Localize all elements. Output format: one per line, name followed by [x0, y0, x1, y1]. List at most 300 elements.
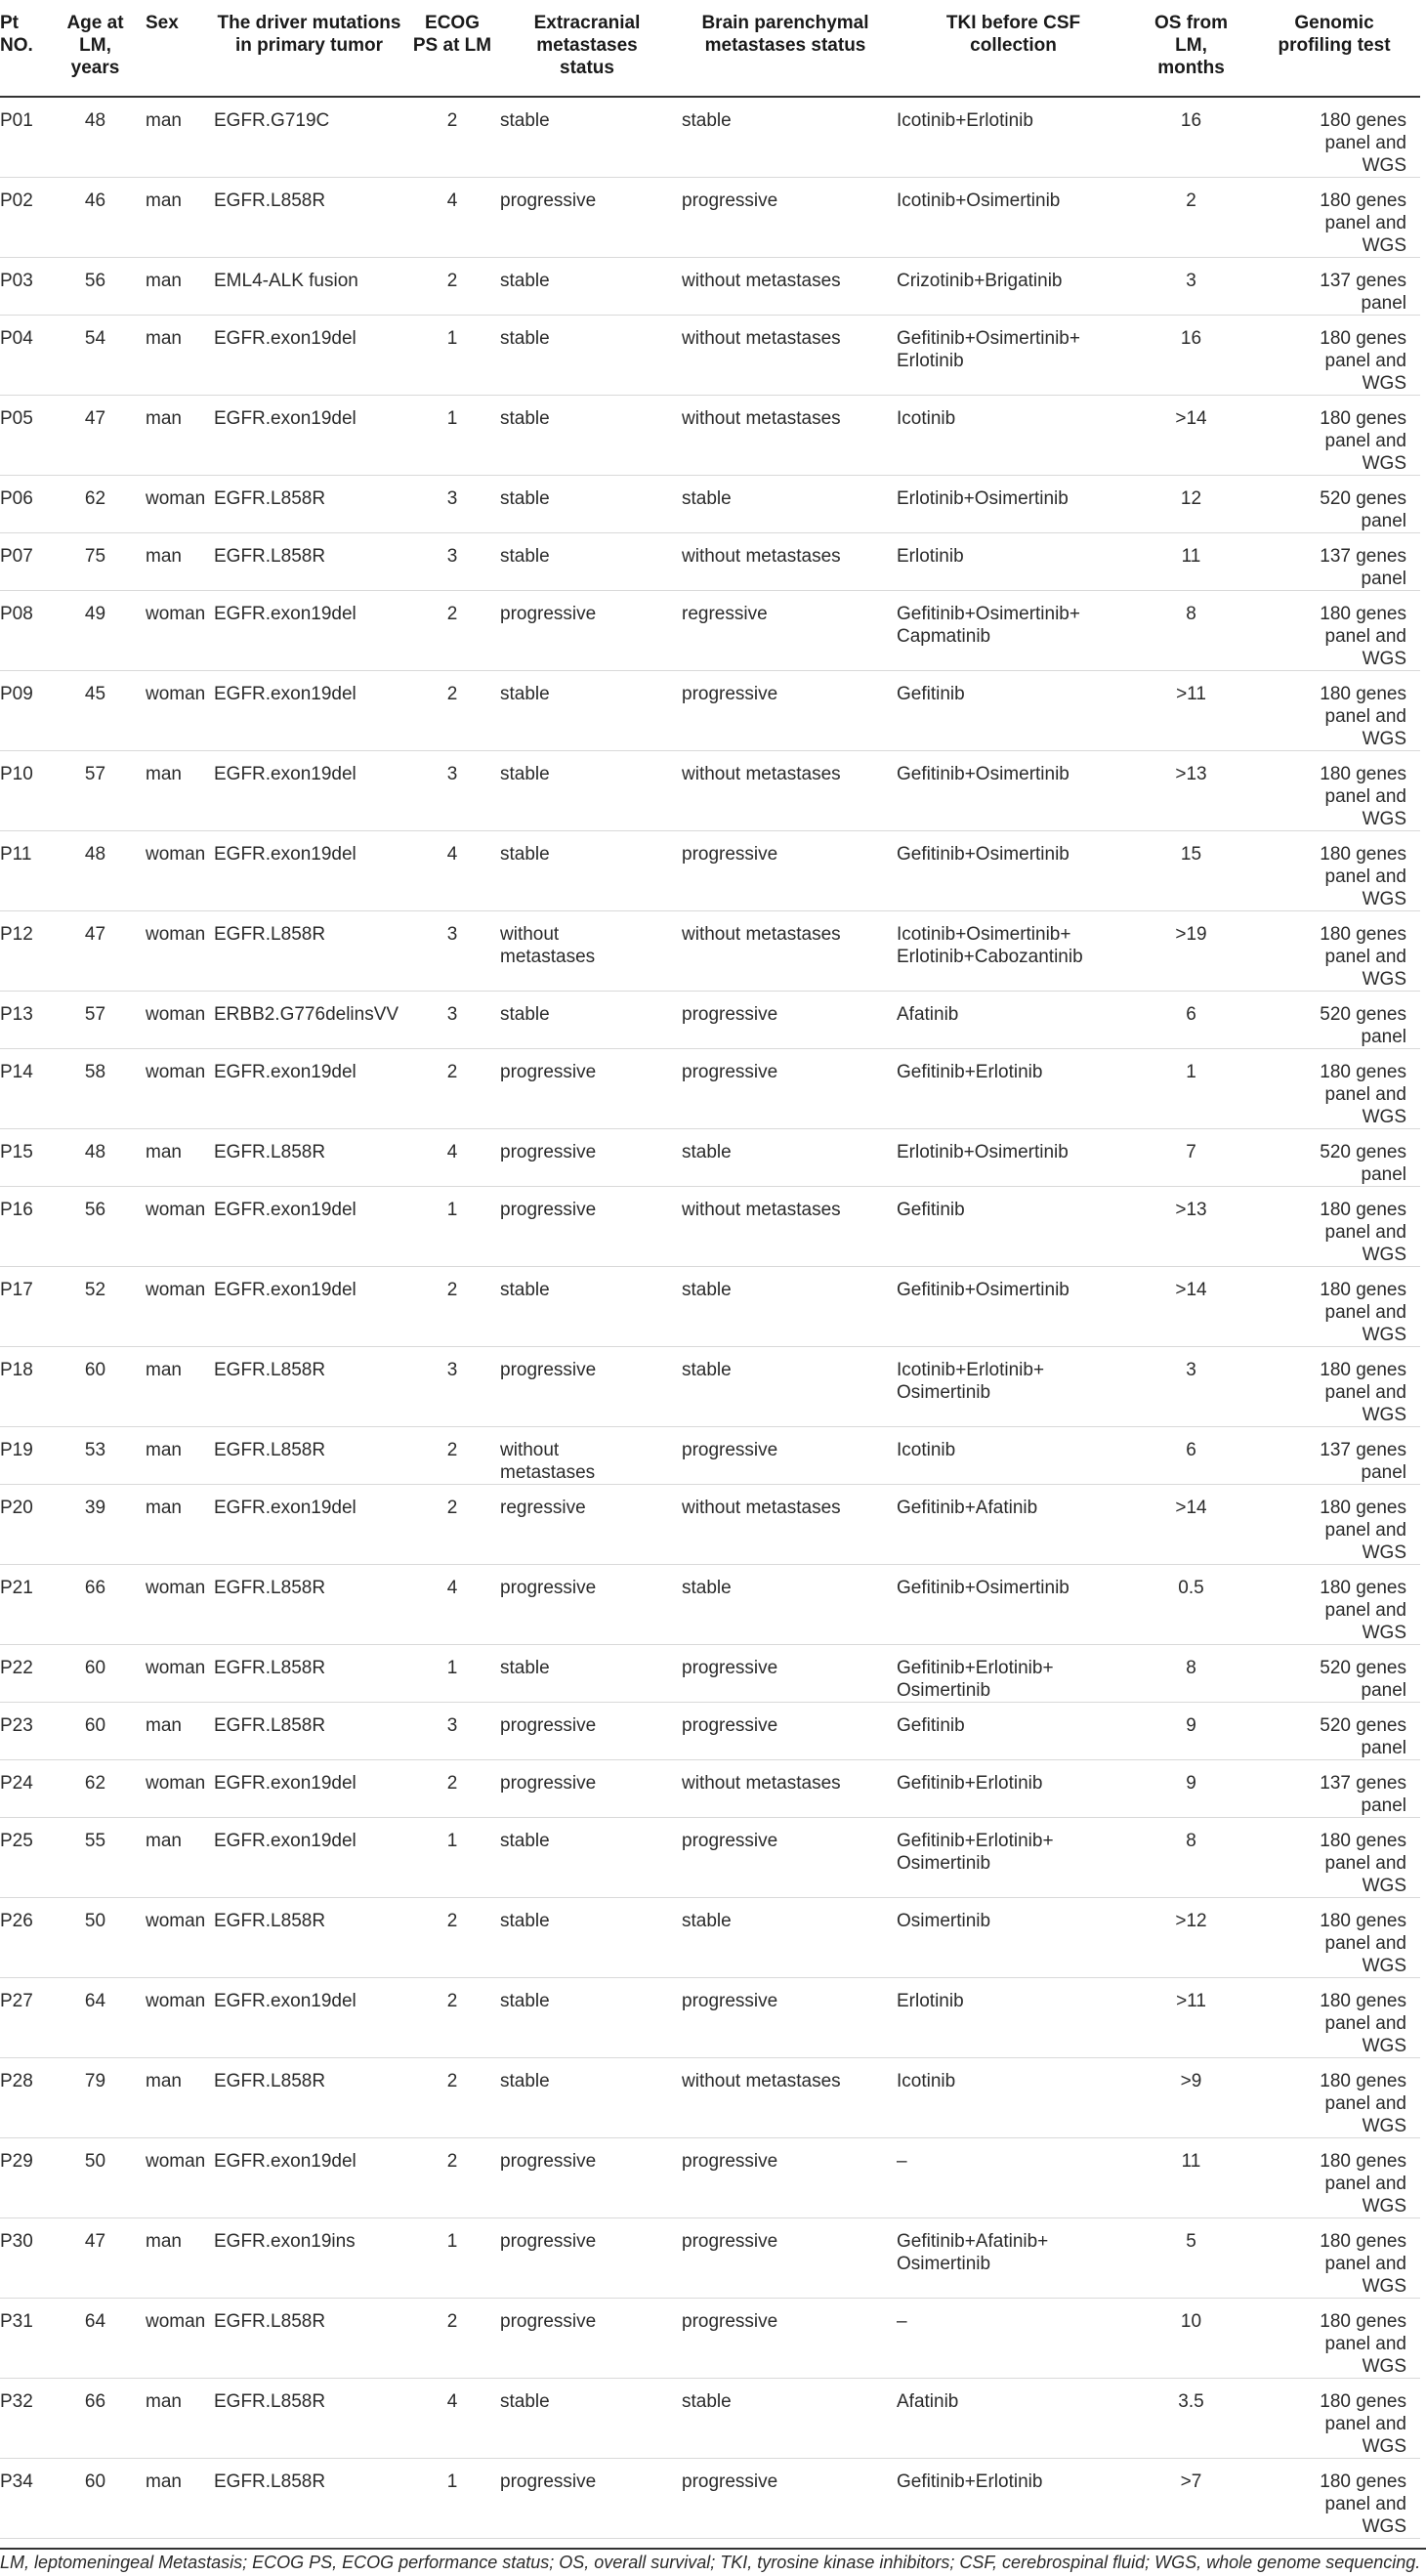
- col-pt-no-cell: P27: [0, 1978, 57, 2058]
- col-extracranial-cell: progressive: [496, 591, 678, 671]
- col-os-cell: 11: [1134, 2138, 1248, 2218]
- col-brain-cell: stable: [678, 2379, 893, 2459]
- col-age-cell: 52: [57, 1267, 134, 1347]
- col-os-cell: 8: [1134, 1645, 1248, 1703]
- col-tki-cell: Gefitinib: [893, 1187, 1134, 1267]
- col-os-cell: >14: [1134, 1267, 1248, 1347]
- col-age-cell: 50: [57, 1898, 134, 1978]
- col-ecog-cell: 3: [408, 476, 496, 533]
- col-driver-mutation-cell: EGFR.exon19del: [210, 316, 408, 396]
- col-genomic-test-cell: 180 genes panel and WGS: [1248, 671, 1420, 751]
- col-age-cell: 47: [57, 911, 134, 992]
- col-sex-cell: woman: [134, 2138, 210, 2218]
- col-sex-cell: man: [134, 178, 210, 258]
- col-tki-cell: Gefitinib+Osimertinib: [893, 831, 1134, 911]
- col-sex-cell: woman: [134, 911, 210, 992]
- col-os-cell: 1: [1134, 1049, 1248, 1129]
- table-row: [0, 1703, 1420, 1760]
- col-brain-cell: progressive: [678, 1978, 893, 2058]
- col-pt-no-cell: P29: [0, 2138, 57, 2218]
- col-tki-cell: Erlotinib+Osimertinib: [893, 476, 1134, 533]
- col-tki-header: TKI before CSF collection: [893, 0, 1134, 97]
- col-extracranial-cell: stable: [496, 1898, 678, 1978]
- col-sex-cell: man: [134, 751, 210, 831]
- col-genomic-test-cell: 180 genes panel and WGS: [1248, 1898, 1420, 1978]
- col-driver-mutation-cell: EGFR.L858R: [210, 2299, 408, 2379]
- col-os-cell: 8: [1134, 1818, 1248, 1898]
- col-sex-header: Sex: [134, 0, 210, 97]
- col-ecog-cell: 2: [408, 1978, 496, 2058]
- col-sex-cell: woman: [134, 1978, 210, 2058]
- col-os-header: OS from LM, months: [1134, 0, 1248, 97]
- col-brain-cell: without metastases: [678, 258, 893, 316]
- col-extracranial-cell: stable: [496, 1818, 678, 1898]
- col-ecog-cell: 1: [408, 1818, 496, 1898]
- col-age-cell: 39: [57, 1485, 134, 1565]
- col-sex-cell: woman: [134, 1049, 210, 1129]
- col-ecog-cell: 1: [408, 1187, 496, 1267]
- col-sex-cell: man: [134, 1347, 210, 1427]
- col-extracranial-cell: stable: [496, 396, 678, 476]
- col-extracranial-cell: without metastases: [496, 1427, 678, 1485]
- col-genomic-test-cell: 520 genes panel: [1248, 476, 1420, 533]
- col-sex-cell: man: [134, 1485, 210, 1565]
- col-ecog-cell: 4: [408, 178, 496, 258]
- col-ecog-cell: 3: [408, 911, 496, 992]
- col-os-cell: >14: [1134, 396, 1248, 476]
- col-driver-mutation-cell: EGFR.L858R: [210, 1427, 408, 1485]
- col-genomic-test-cell: 180 genes panel and WGS: [1248, 1187, 1420, 1267]
- col-genomic-test-cell: 520 genes panel: [1248, 1129, 1420, 1187]
- col-driver-mutation-cell: EGFR.L858R: [210, 533, 408, 591]
- col-driver-mutation-cell: EGFR.exon19del: [210, 751, 408, 831]
- col-driver-mutation-cell: EGFR.L858R: [210, 1898, 408, 1978]
- col-tki-cell: Icotinib: [893, 1427, 1134, 1485]
- col-sex-cell: woman: [134, 591, 210, 671]
- col-sex-cell: man: [134, 533, 210, 591]
- col-os-cell: 7: [1134, 1129, 1248, 1187]
- table-row: [0, 1427, 1420, 1485]
- col-genomic-test-cell: 180 genes panel and WGS: [1248, 591, 1420, 671]
- table-row: [0, 1978, 1420, 2058]
- col-tki-cell: Erlotinib: [893, 1978, 1134, 2058]
- col-extracranial-cell: stable: [496, 992, 678, 1049]
- col-age-cell: 60: [57, 1347, 134, 1427]
- col-os-cell: >19: [1134, 911, 1248, 992]
- col-ecog-cell: 3: [408, 1347, 496, 1427]
- col-genomic-test-cell: 180 genes panel and WGS: [1248, 1565, 1420, 1645]
- col-extracranial-cell: progressive: [496, 2459, 678, 2539]
- col-brain-cell: progressive: [678, 1427, 893, 1485]
- col-driver-mutation-header: The driver mutations in primary tumor: [210, 0, 408, 97]
- col-genomic-test-cell: 180 genes panel and WGS: [1248, 1818, 1420, 1898]
- col-age-cell: 75: [57, 533, 134, 591]
- col-extracranial-cell: progressive: [496, 1565, 678, 1645]
- col-brain-cell: stable: [678, 1129, 893, 1187]
- col-age-header: Age at LM, years: [57, 0, 134, 97]
- col-sex-cell: man: [134, 2459, 210, 2539]
- table-row: [0, 1645, 1420, 1703]
- col-extracranial-cell: stable: [496, 476, 678, 533]
- col-extracranial-cell: stable: [496, 2058, 678, 2138]
- col-os-cell: 11: [1134, 533, 1248, 591]
- col-driver-mutation-cell: EGFR.exon19del: [210, 1485, 408, 1565]
- col-driver-mutation-cell: EGFR.L858R: [210, 911, 408, 992]
- col-os-cell: 3: [1134, 1347, 1248, 1427]
- col-os-cell: 9: [1134, 1760, 1248, 1818]
- table-row: [0, 1485, 1420, 1565]
- col-pt-no-header: Pt NO.: [0, 0, 57, 97]
- col-genomic-test-cell: 520 genes panel: [1248, 992, 1420, 1049]
- col-genomic-test-cell: 137 genes panel: [1248, 1760, 1420, 1818]
- col-genomic-test-cell: 180 genes panel and WGS: [1248, 831, 1420, 911]
- col-tki-cell: Icotinib+Erlotinib+ Osimertinib: [893, 1347, 1134, 1427]
- col-driver-mutation-cell: EGFR.L858R: [210, 1645, 408, 1703]
- col-age-cell: 48: [57, 831, 134, 911]
- col-os-cell: >13: [1134, 1187, 1248, 1267]
- col-tki-cell: Gefitinib: [893, 671, 1134, 751]
- col-brain-cell: stable: [678, 1898, 893, 1978]
- col-age-cell: 56: [57, 258, 134, 316]
- col-driver-mutation-cell: EGFR.exon19del: [210, 396, 408, 476]
- col-brain-cell: progressive: [678, 2459, 893, 2539]
- col-brain-cell: progressive: [678, 1049, 893, 1129]
- col-brain-cell: stable: [678, 1565, 893, 1645]
- col-ecog-cell: 2: [408, 2299, 496, 2379]
- col-driver-mutation-cell: EGFR.L858R: [210, 476, 408, 533]
- col-pt-no-cell: P21: [0, 1565, 57, 1645]
- table-row: [0, 97, 1420, 178]
- col-pt-no-cell: P13: [0, 992, 57, 1049]
- col-age-cell: 60: [57, 2459, 134, 2539]
- col-genomic-test-cell: 180 genes panel and WGS: [1248, 1978, 1420, 2058]
- table-row: [0, 533, 1420, 591]
- col-tki-cell: Gefitinib+Osimertinib+ Erlotinib: [893, 316, 1134, 396]
- col-os-cell: >13: [1134, 751, 1248, 831]
- col-extracranial-cell: progressive: [496, 2299, 678, 2379]
- col-ecog-header: ECOG PS at LM: [408, 0, 496, 97]
- col-extracranial-cell: stable: [496, 1267, 678, 1347]
- col-tki-cell: Erlotinib+Osimertinib: [893, 1129, 1134, 1187]
- col-extracranial-cell: progressive: [496, 1347, 678, 1427]
- col-driver-mutation-cell: EGFR.exon19del: [210, 1818, 408, 1898]
- col-tki-cell: Afatinib: [893, 992, 1134, 1049]
- col-extracranial-cell: stable: [496, 1978, 678, 2058]
- col-pt-no-cell: P15: [0, 1129, 57, 1187]
- col-pt-no-cell: P14: [0, 1049, 57, 1129]
- header-row: [0, 0, 1420, 97]
- col-os-cell: 5: [1134, 2218, 1248, 2299]
- table-row: [0, 1898, 1420, 1978]
- col-os-cell: 16: [1134, 97, 1248, 178]
- col-os-cell: >11: [1134, 1978, 1248, 2058]
- table-row: [0, 2218, 1420, 2299]
- col-brain-cell: progressive: [678, 2138, 893, 2218]
- table-row: [0, 751, 1420, 831]
- col-age-cell: 55: [57, 1818, 134, 1898]
- col-ecog-cell: 3: [408, 1703, 496, 1760]
- col-age-cell: 46: [57, 178, 134, 258]
- col-genomic-test-cell: 180 genes panel and WGS: [1248, 1347, 1420, 1427]
- col-genomic-test-cell: 180 genes panel and WGS: [1248, 2299, 1420, 2379]
- col-ecog-cell: 2: [408, 2058, 496, 2138]
- col-sex-cell: man: [134, 97, 210, 178]
- col-driver-mutation-cell: EGFR.L858R: [210, 1129, 408, 1187]
- col-age-cell: 60: [57, 1703, 134, 1760]
- col-sex-cell: man: [134, 2218, 210, 2299]
- col-age-cell: 50: [57, 2138, 134, 2218]
- col-pt-no-cell: P34: [0, 2459, 57, 2539]
- col-tki-cell: Gefitinib+Afatinib+ Osimertinib: [893, 2218, 1134, 2299]
- col-ecog-cell: 2: [408, 671, 496, 751]
- col-brain-header: Brain parenchymal metastases status: [678, 0, 893, 97]
- col-sex-cell: woman: [134, 992, 210, 1049]
- col-extracranial-cell: stable: [496, 258, 678, 316]
- col-sex-cell: woman: [134, 2299, 210, 2379]
- col-extracranial-cell: progressive: [496, 2218, 678, 2299]
- col-age-cell: 62: [57, 476, 134, 533]
- col-ecog-cell: 1: [408, 2459, 496, 2539]
- col-age-cell: 48: [57, 1129, 134, 1187]
- col-driver-mutation-cell: EGFR.L858R: [210, 2459, 408, 2539]
- col-pt-no-cell: P26: [0, 1898, 57, 1978]
- col-sex-cell: woman: [134, 1187, 210, 1267]
- col-pt-no-cell: P11: [0, 831, 57, 911]
- col-tki-cell: Gefitinib: [893, 1703, 1134, 1760]
- col-driver-mutation-cell: EGFR.L858R: [210, 2379, 408, 2459]
- col-extracranial-cell: stable: [496, 2379, 678, 2459]
- col-brain-cell: without metastases: [678, 1760, 893, 1818]
- col-age-cell: 62: [57, 1760, 134, 1818]
- col-tki-cell: Icotinib+Osimertinib+ Erlotinib+Cabozantinib: [893, 911, 1134, 992]
- table-row: [0, 671, 1420, 751]
- col-brain-cell: without metastases: [678, 1187, 893, 1267]
- col-genomic-test-cell: 180 genes panel and WGS: [1248, 396, 1420, 476]
- col-pt-no-cell: P16: [0, 1187, 57, 1267]
- table-row: [0, 1565, 1420, 1645]
- col-driver-mutation-cell: EGFR.exon19del: [210, 1049, 408, 1129]
- col-brain-cell: progressive: [678, 2299, 893, 2379]
- col-pt-no-cell: P07: [0, 533, 57, 591]
- col-os-cell: >12: [1134, 1898, 1248, 1978]
- col-pt-no-cell: P31: [0, 2299, 57, 2379]
- col-age-cell: 57: [57, 751, 134, 831]
- col-brain-cell: progressive: [678, 1818, 893, 1898]
- col-genomic-test-cell: 180 genes panel and WGS: [1248, 2218, 1420, 2299]
- col-sex-cell: man: [134, 2379, 210, 2459]
- col-sex-cell: woman: [134, 671, 210, 751]
- col-tki-cell: Gefitinib+Erlotinib+ Osimertinib: [893, 1645, 1134, 1703]
- col-ecog-cell: 1: [408, 396, 496, 476]
- col-genomic-test-cell: 180 genes panel and WGS: [1248, 97, 1420, 178]
- col-driver-mutation-cell: EGFR.exon19ins: [210, 2218, 408, 2299]
- col-genomic-test-cell: 180 genes panel and WGS: [1248, 1049, 1420, 1129]
- table-row: [0, 178, 1420, 258]
- col-pt-no-cell: P32: [0, 2379, 57, 2459]
- table-row: [0, 1347, 1420, 1427]
- col-extracranial-cell: progressive: [496, 1760, 678, 1818]
- col-pt-no-cell: P23: [0, 1703, 57, 1760]
- col-age-cell: 47: [57, 2218, 134, 2299]
- table-body: [0, 97, 1420, 2539]
- col-ecog-cell: 2: [408, 1049, 496, 1129]
- table-row: [0, 831, 1420, 911]
- col-driver-mutation-cell: ERBB2.G776delinsVV: [210, 992, 408, 1049]
- col-extracranial-cell: progressive: [496, 1129, 678, 1187]
- col-driver-mutation-cell: EGFR.L858R: [210, 178, 408, 258]
- col-pt-no-cell: P10: [0, 751, 57, 831]
- col-sex-cell: man: [134, 258, 210, 316]
- col-sex-cell: woman: [134, 1898, 210, 1978]
- col-tki-cell: Icotinib: [893, 2058, 1134, 2138]
- col-brain-cell: stable: [678, 1347, 893, 1427]
- col-pt-no-cell: P25: [0, 1818, 57, 1898]
- col-genomic-test-cell: 180 genes panel and WGS: [1248, 911, 1420, 992]
- col-os-cell: 6: [1134, 1427, 1248, 1485]
- col-extracranial-cell: stable: [496, 1645, 678, 1703]
- col-age-cell: 57: [57, 992, 134, 1049]
- col-tki-cell: Icotinib+Erlotinib: [893, 97, 1134, 178]
- col-ecog-cell: 2: [408, 2138, 496, 2218]
- col-tki-cell: Gefitinib+Erlotinib: [893, 1049, 1134, 1129]
- col-ecog-cell: 2: [408, 1485, 496, 1565]
- col-driver-mutation-cell: EML4-ALK fusion: [210, 258, 408, 316]
- col-pt-no-cell: P22: [0, 1645, 57, 1703]
- col-os-cell: 3.5: [1134, 2379, 1248, 2459]
- col-age-cell: 66: [57, 1565, 134, 1645]
- col-tki-cell: Gefitinib+Osimertinib: [893, 1565, 1134, 1645]
- col-os-cell: 2: [1134, 178, 1248, 258]
- col-ecog-cell: 2: [408, 258, 496, 316]
- col-tki-cell: Icotinib+Osimertinib: [893, 178, 1134, 258]
- col-pt-no-cell: P08: [0, 591, 57, 671]
- col-age-cell: 60: [57, 1645, 134, 1703]
- table-row: [0, 316, 1420, 396]
- col-extracranial-cell: progressive: [496, 178, 678, 258]
- col-tki-cell: Afatinib: [893, 2379, 1134, 2459]
- col-pt-no-cell: P09: [0, 671, 57, 751]
- col-extracranial-cell: progressive: [496, 1049, 678, 1129]
- col-brain-cell: progressive: [678, 2218, 893, 2299]
- table-row: [0, 476, 1420, 533]
- col-age-cell: 48: [57, 97, 134, 178]
- col-genomic-test-cell: 180 genes panel and WGS: [1248, 2138, 1420, 2218]
- col-extracranial-cell: progressive: [496, 1703, 678, 1760]
- col-age-cell: 53: [57, 1427, 134, 1485]
- col-genomic-test-cell: 137 genes panel: [1248, 1427, 1420, 1485]
- col-ecog-cell: 4: [408, 2379, 496, 2459]
- col-driver-mutation-cell: EGFR.L858R: [210, 2058, 408, 2138]
- col-tki-cell: Gefitinib+Osimertinib: [893, 751, 1134, 831]
- col-sex-cell: man: [134, 396, 210, 476]
- col-age-cell: 58: [57, 1049, 134, 1129]
- col-brain-cell: regressive: [678, 591, 893, 671]
- col-pt-no-cell: P06: [0, 476, 57, 533]
- col-os-cell: 15: [1134, 831, 1248, 911]
- col-brain-cell: progressive: [678, 671, 893, 751]
- col-age-cell: 49: [57, 591, 134, 671]
- col-os-cell: 0.5: [1134, 1565, 1248, 1645]
- col-genomic-test-cell: 180 genes panel and WGS: [1248, 316, 1420, 396]
- table-row: [0, 2299, 1420, 2379]
- col-os-cell: >7: [1134, 2459, 1248, 2539]
- col-driver-mutation-cell: EGFR.exon19del: [210, 1267, 408, 1347]
- col-driver-mutation-cell: EGFR.L858R: [210, 1703, 408, 1760]
- col-sex-cell: man: [134, 1818, 210, 1898]
- col-genomic-test-cell: 180 genes panel and WGS: [1248, 2459, 1420, 2539]
- col-brain-cell: progressive: [678, 831, 893, 911]
- col-extracranial-header: Extracranial metastases status: [496, 0, 678, 97]
- col-pt-no-cell: P17: [0, 1267, 57, 1347]
- col-ecog-cell: 2: [408, 1427, 496, 1485]
- col-extracranial-cell: regressive: [496, 1485, 678, 1565]
- col-genomic-test-cell: 137 genes panel: [1248, 258, 1420, 316]
- col-sex-cell: man: [134, 316, 210, 396]
- col-sex-cell: woman: [134, 1645, 210, 1703]
- table-row: [0, 591, 1420, 671]
- col-ecog-cell: 4: [408, 1129, 496, 1187]
- col-os-cell: >11: [1134, 671, 1248, 751]
- col-genomic-test-cell: 180 genes panel and WGS: [1248, 1267, 1420, 1347]
- table-row: [0, 1049, 1420, 1129]
- col-extracranial-cell: stable: [496, 751, 678, 831]
- col-driver-mutation-cell: EGFR.exon19del: [210, 1760, 408, 1818]
- col-driver-mutation-cell: EGFR.exon19del: [210, 831, 408, 911]
- col-sex-cell: woman: [134, 476, 210, 533]
- col-brain-cell: without metastases: [678, 316, 893, 396]
- col-tki-cell: Icotinib: [893, 396, 1134, 476]
- col-brain-cell: without metastases: [678, 396, 893, 476]
- col-age-cell: 79: [57, 2058, 134, 2138]
- table-row: [0, 1129, 1420, 1187]
- table-footnote: LM, leptomeningeal Metastasis; ECOG PS, ECOG performance status; OS, overall survival; TKI, tyrosine kinase inhibitors; CSF, cerebrospinal fluid; WGS, whole genome sequencing.: [0, 2548, 1426, 2573]
- col-age-cell: 64: [57, 1978, 134, 2058]
- col-tki-cell: Gefitinib+Erlotinib: [893, 1760, 1134, 1818]
- col-os-cell: >9: [1134, 2058, 1248, 2138]
- col-ecog-cell: 1: [408, 1645, 496, 1703]
- col-tki-cell: –: [893, 2138, 1134, 2218]
- col-ecog-cell: 3: [408, 751, 496, 831]
- col-genomic-test-header: Genomic profiling test: [1248, 0, 1420, 97]
- col-brain-cell: stable: [678, 1267, 893, 1347]
- table-row: [0, 992, 1420, 1049]
- col-age-cell: 66: [57, 2379, 134, 2459]
- col-pt-no-cell: P24: [0, 1760, 57, 1818]
- table-header: [0, 0, 1420, 97]
- table-row: [0, 1267, 1420, 1347]
- col-os-cell: 9: [1134, 1703, 1248, 1760]
- col-sex-cell: woman: [134, 1565, 210, 1645]
- table-row: [0, 1760, 1420, 1818]
- col-extracranial-cell: stable: [496, 316, 678, 396]
- col-sex-cell: woman: [134, 1267, 210, 1347]
- col-extracranial-cell: stable: [496, 831, 678, 911]
- col-pt-no-cell: P28: [0, 2058, 57, 2138]
- col-pt-no-cell: P01: [0, 97, 57, 178]
- col-extracranial-cell: stable: [496, 671, 678, 751]
- col-os-cell: 6: [1134, 992, 1248, 1049]
- col-extracranial-cell: stable: [496, 97, 678, 178]
- table-row: [0, 1818, 1420, 1898]
- col-driver-mutation-cell: EGFR.L858R: [210, 1565, 408, 1645]
- col-os-cell: 3: [1134, 258, 1248, 316]
- col-sex-cell: man: [134, 2058, 210, 2138]
- col-ecog-cell: 4: [408, 831, 496, 911]
- col-driver-mutation-cell: EGFR.L858R: [210, 1347, 408, 1427]
- col-os-cell: 10: [1134, 2299, 1248, 2379]
- col-pt-no-cell: P12: [0, 911, 57, 992]
- col-pt-no-cell: P04: [0, 316, 57, 396]
